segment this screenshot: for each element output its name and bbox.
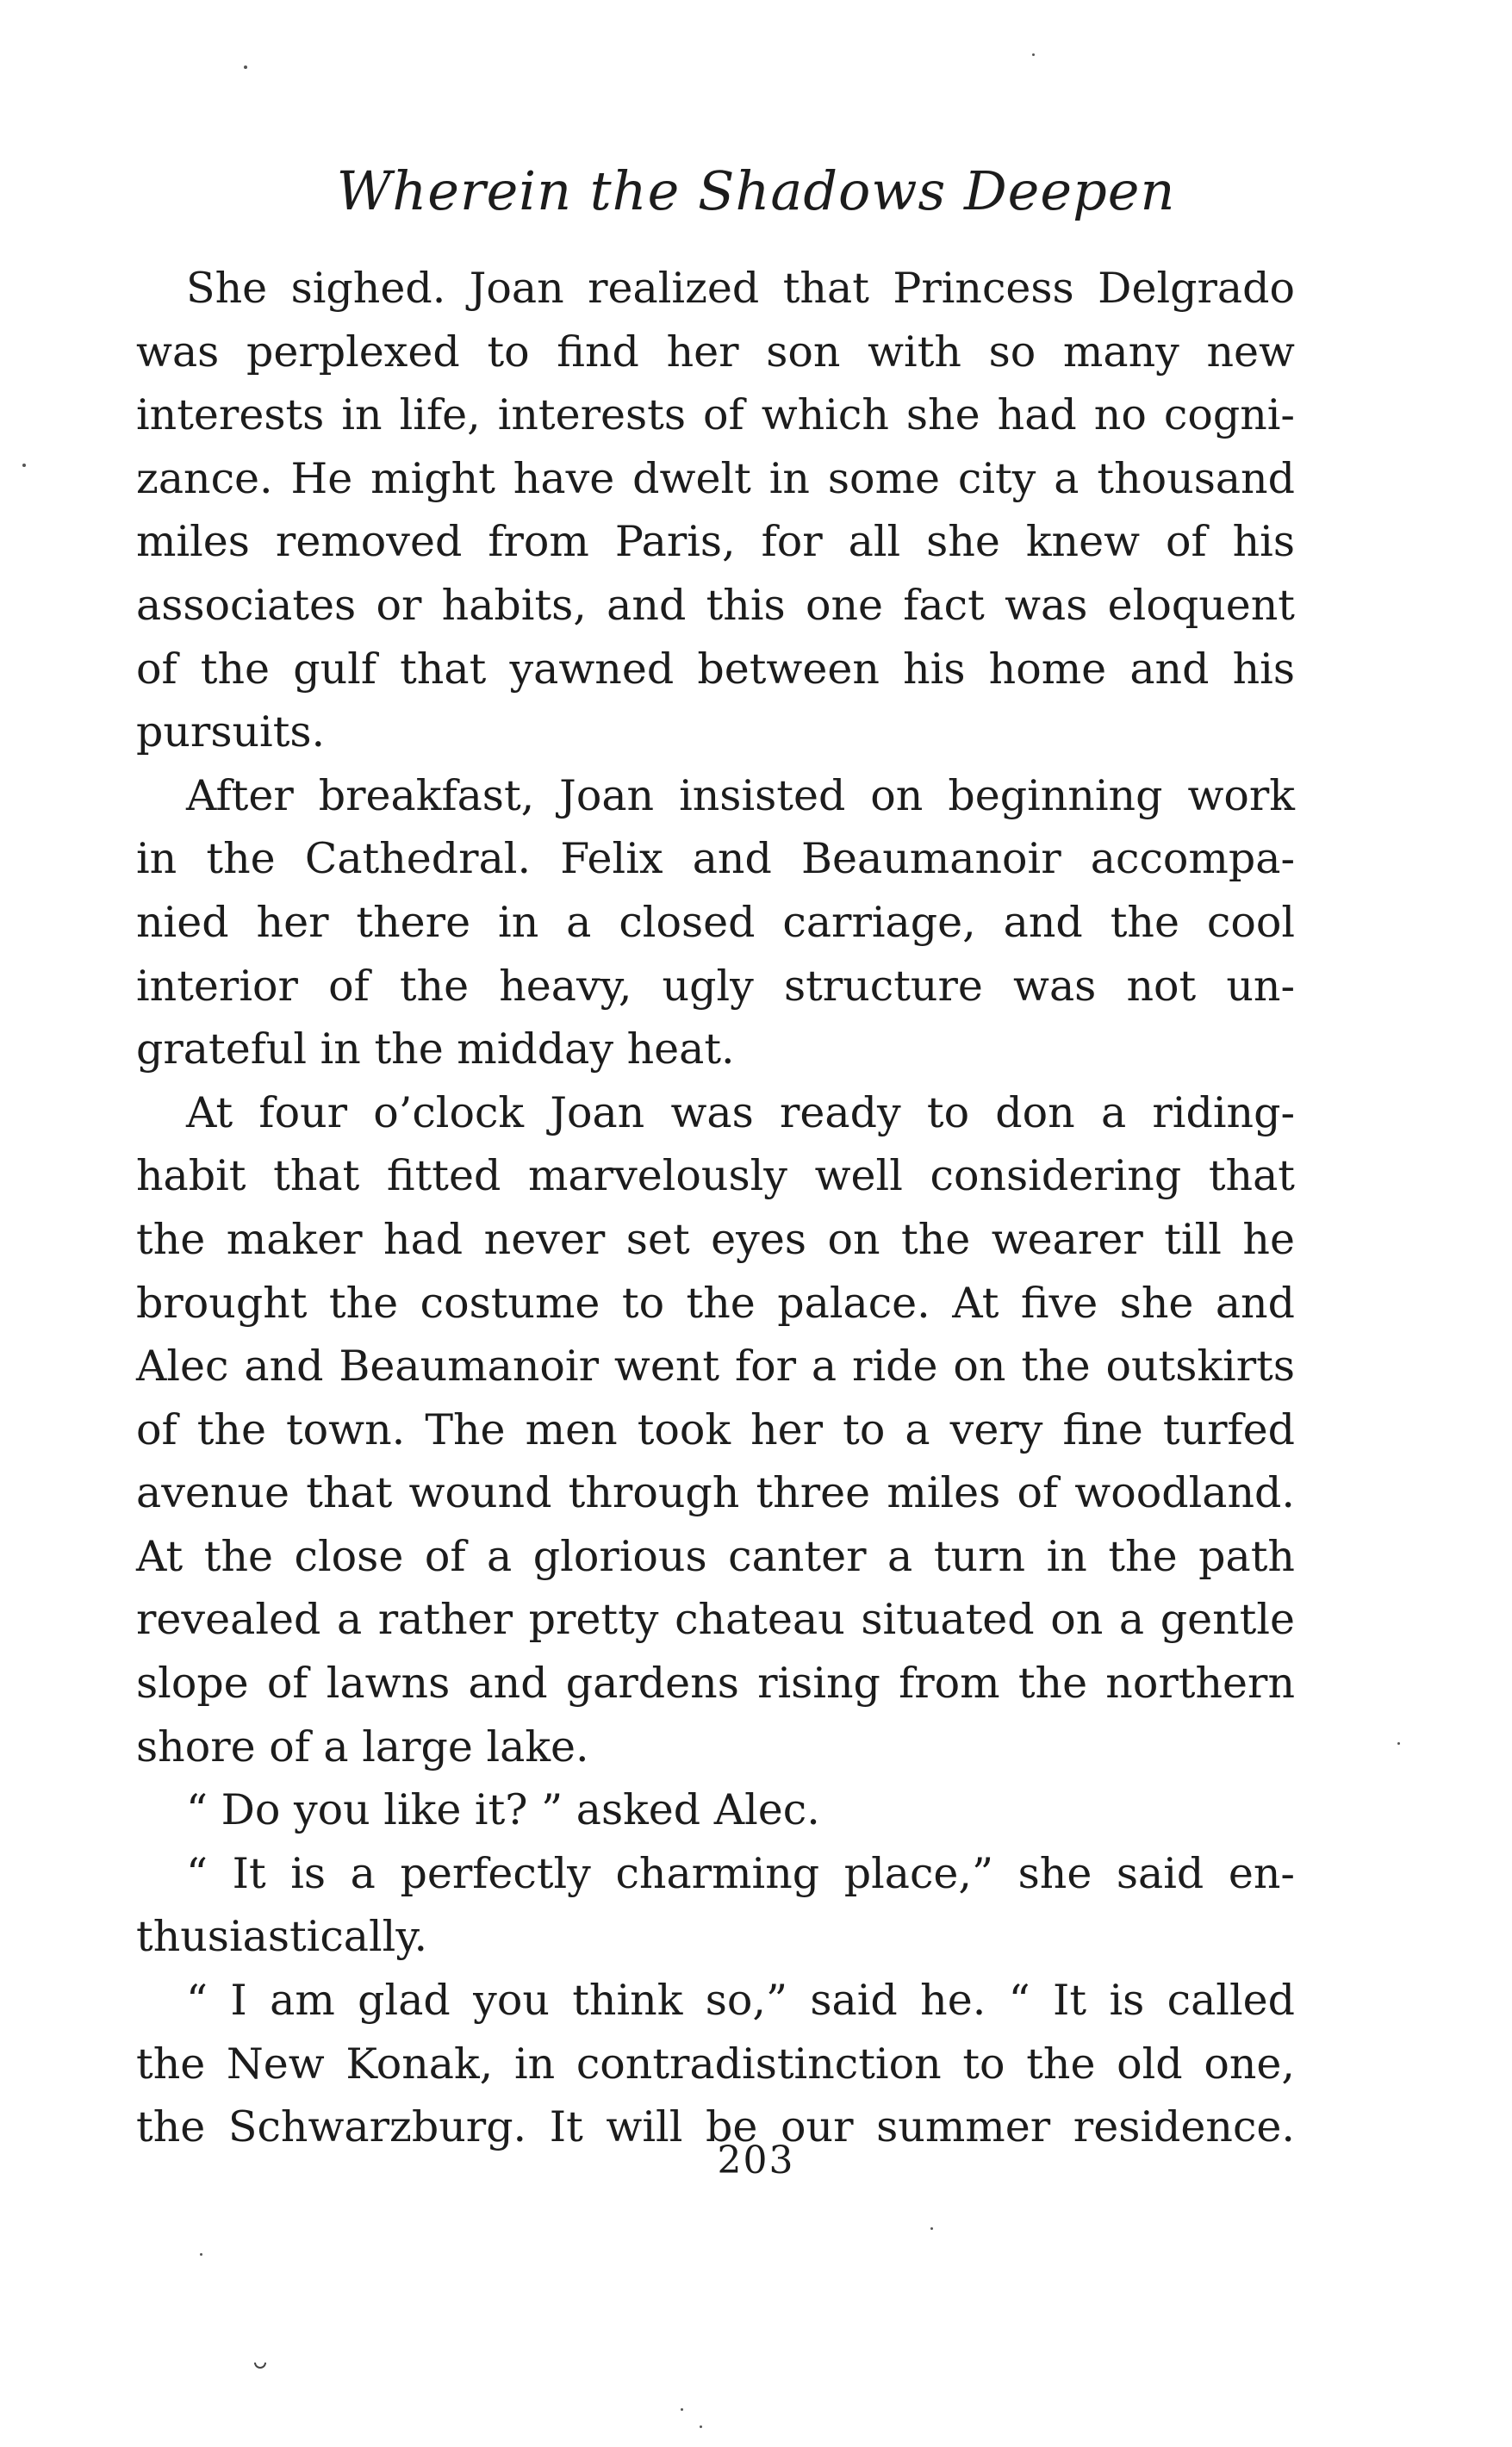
text-line: habit that fitted marvelously well considering that: [136, 1151, 1295, 1201]
text-line: the Schwarzburg. It will be our summer residence.: [136, 2102, 1295, 2152]
scan-speck: [1032, 53, 1035, 56]
text-line: “ I am glad you think so,” said he. “ It is called: [186, 1976, 1295, 2026]
text-line: revealed a rather pretty chateau situated on a gentle: [136, 1595, 1295, 1645]
scan-speck: [681, 2408, 683, 2411]
text-line: interests in life, interests of which she had no cogni-: [136, 390, 1295, 440]
scan-speck: [930, 2227, 933, 2230]
text-line: of the gulf that yawned between his home and his: [136, 644, 1295, 694]
text-line: of the town. The men took her to a very fine turfed: [136, 1404, 1295, 1454]
text-line: the maker had never set eyes on the wearer till he: [136, 1214, 1295, 1264]
text-line: thusiastically.: [136, 1912, 428, 1962]
text-line: pursuits.: [136, 707, 326, 757]
scan-speck: [22, 464, 26, 467]
text-line: At four o’clock Joan was ready to don a riding-: [186, 1087, 1295, 1137]
text-line: zance. He might have dwelt in some city a thousand: [136, 453, 1295, 503]
text-line: miles removed from Paris, for all she knew of his: [136, 517, 1295, 567]
scan-speck: [200, 2253, 202, 2256]
text-line: “ Do you like it? ” asked Alec.: [186, 1785, 820, 1835]
text-line: in the Cathedral. Felix and Beaumanoir accompa-: [136, 834, 1295, 884]
text-line: the New Konak, in contradistinction to the old one,: [136, 2039, 1295, 2089]
text-line: was perplexed to find her son with so many new: [136, 327, 1295, 377]
body-text: [136, 257, 1295, 2159]
running-head: Wherein the Shadows Deepen: [336, 159, 1176, 222]
text-line: avenue that wound through three miles of woodland.: [136, 1468, 1295, 1518]
text-line: grateful in the midday heat.: [136, 1024, 735, 1074]
text-line: She sighed. Joan realized that Princess Delgrado: [186, 264, 1295, 313]
scan-speck: [1397, 1742, 1400, 1745]
text-line: associates or habits, and this one fact was eloquent: [136, 580, 1295, 630]
text-line: “ It is a perfectly charming place,” she said en-: [186, 1848, 1295, 1898]
text-line: Alec and Beaumanoir went for a ride on the outskirts: [136, 1342, 1295, 1392]
text-line: interior of the heavy, ugly structure was not un-: [136, 961, 1295, 1011]
text-line: brought the costume to the palace. At five she and: [136, 1278, 1295, 1328]
scan-speck: [700, 2425, 702, 2428]
scan-speck: [254, 2363, 266, 2369]
text-line: shore of a large lake.: [136, 1722, 589, 1771]
page-number: 203: [717, 2139, 795, 2182]
text-line: After breakfast, Joan insisted on beginning work: [186, 770, 1295, 820]
text-line: nied her there in a closed carriage, and the cool: [136, 897, 1295, 947]
text-line: slope of lawns and gardens rising from the northern: [136, 1659, 1295, 1709]
text-line: At the close of a glorious canter a turn in the path: [136, 1531, 1295, 1581]
scan-speck: [244, 65, 247, 69]
